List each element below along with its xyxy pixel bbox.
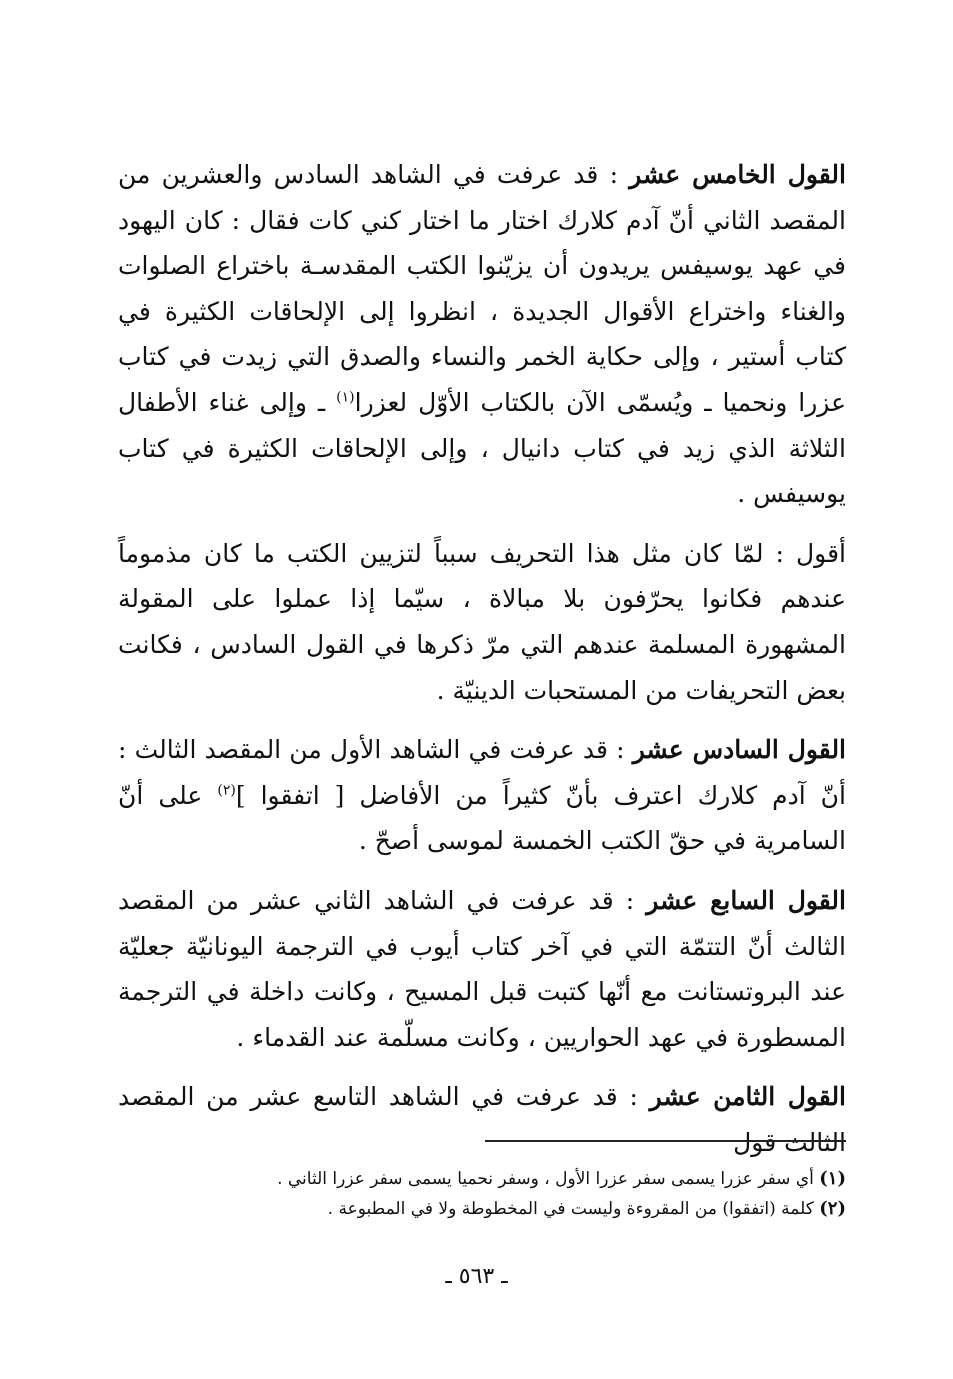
paragraph-heading: القول الثامن عشر xyxy=(649,1082,847,1112)
paragraph-heading: القول الخامس عشر xyxy=(629,160,846,189)
footnote-divider xyxy=(485,1140,846,1142)
main-text xyxy=(118,152,846,1179)
paragraph-3 xyxy=(118,727,846,864)
paragraph-2 xyxy=(118,531,846,713)
paragraph-heading: القول السادس عشر xyxy=(632,735,847,765)
footnote-ref-2[interactable]: (٢) xyxy=(217,782,236,799)
paragraph-text: : قد عرفت في الشاهد الثاني عشر من المقصد الثالث أنّ التتمّة التي في آخر كتاب أيوب في الترجمة اليونانيّة جعليّة عند البروتستانت مع أنّها كتبت قبل المسيح ، وكانت داخلة في الترجمة المسطورة في عهد الحواريين ، وكانت مسلّمة عند القدماء . xyxy=(118,885,846,1052)
footnotes xyxy=(118,1164,846,1224)
footnote-1 xyxy=(118,1164,846,1194)
footnote-number: (٢) xyxy=(819,1198,846,1219)
paragraph-text: أقول : لمّا كان مثل هذا التحريف سبباً لتزيين الكتب ما كان مذموماً عندهم فكانوا يحرّفون بلا مبالاة ، سيّما إذا عملوا على المقولة المشهورة المسلمة عندهم التي مرّ ذكرها في القول السادس ، فكانت بعض التحريفات من المستحبات الدينيّة . xyxy=(118,538,846,705)
paragraph-heading: القول السابع عشر xyxy=(646,885,846,915)
paragraph-4 xyxy=(118,878,846,1060)
paragraph-5 xyxy=(118,1074,846,1165)
paragraph-text-continued: ـ وإلى غناء الأطفال الثلاثة الذي زيد في كتاب دانيال ، وإلى الإلحاقات الكثيرة في كتاب يوسيفس . xyxy=(118,387,846,509)
footnote-2 xyxy=(118,1194,846,1224)
footnote-ref-1[interactable]: (١) xyxy=(336,389,355,406)
footnote-text: كلمة (اتفقوا) من المقروءة وليست في المخطوطة ولا في المطبوعة . xyxy=(327,1199,820,1219)
paragraph-1 xyxy=(118,152,846,517)
paragraph-text: : قد عرفت في الشاهد التاسع عشر من المقصد الثالث قول xyxy=(118,1082,846,1157)
footnote-number: (١) xyxy=(819,1168,846,1189)
footnote-text: أي سفر عزرا يسمى سفر عزرا الأول ، وسفر نحميا يسمى سفر عزرا الثاني . xyxy=(277,1169,820,1189)
page-number: ـ ٥٦٣ ـ xyxy=(445,1264,508,1289)
paragraph-text: : قد عرفت في الشاهد الأول من المقصد الثالث : أنّ آدم كلارك اعترف بأنّ كثيراً من الأفاضل [ اتفقوا ] xyxy=(118,735,846,810)
paragraph-text: : قد عرفت في الشاهد السادس والعشرين من المقصد الثاني أنّ آدم كلارك اختار ما اختار كني كات فقال : كان اليهود في عهد يوسيفس يريدون أن يزيّنوا الكتب المقدسـة باختراع الصلوات والغناء واختراع الأقوال الجديدة ، انظروا إلى الإلحاقات الكثيرة في كتاب أستير ، وإلى حكاية الخمر والنساء والصدق التي زيدت في كتاب عزرا ونحميا ـ ويُسمّى الآن بالكتاب الأوّل لعزرا xyxy=(118,160,846,417)
paragraph-text-continued: على أنّ السامرية في حقّ الكتب الخمسة لموسى أصحّ . xyxy=(118,780,846,856)
